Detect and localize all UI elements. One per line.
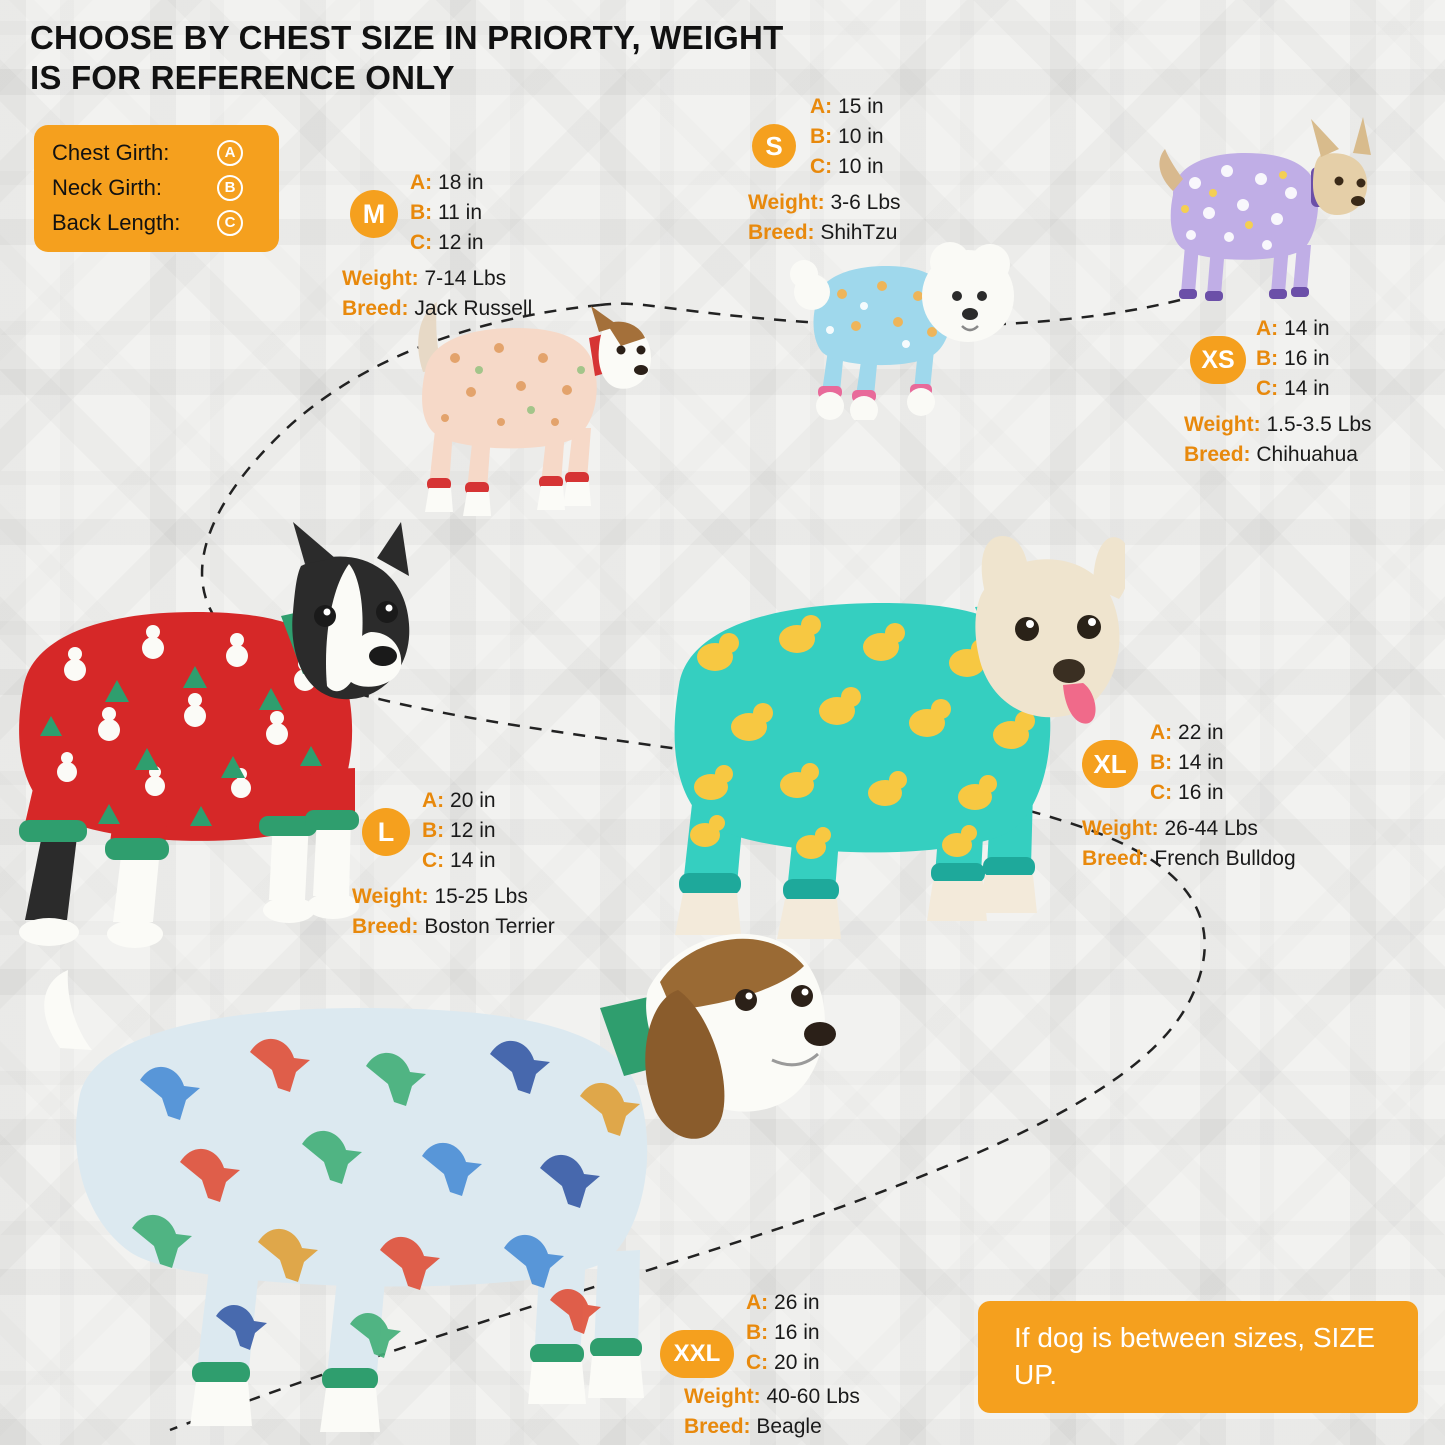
size-xxl-a xyxy=(746,1288,820,1318)
label-breed: Breed: xyxy=(748,221,815,245)
legend-box xyxy=(34,125,279,252)
label-weight: Weight: xyxy=(1082,817,1159,840)
size-up-note-text: If dog is between sizes, SIZE UP. xyxy=(1014,1322,1376,1390)
label-c: C: xyxy=(746,1351,769,1375)
label-b: B: xyxy=(746,1321,769,1345)
value-weight: 7-14 Lbs xyxy=(424,267,507,290)
value-breed: French Bulldog xyxy=(1154,847,1296,871)
value-a: 18 in xyxy=(438,171,484,194)
value-a: 15 in xyxy=(838,95,884,118)
size-m-a xyxy=(410,168,484,198)
value-c: 20 in xyxy=(774,1351,820,1375)
size-xl-c xyxy=(1150,778,1224,808)
size-xs-b xyxy=(1256,344,1330,374)
legend-label-back: Back Length: xyxy=(52,209,181,235)
value-weight: 40-60 Lbs xyxy=(766,1385,860,1408)
shihtzu-dog xyxy=(790,230,1020,420)
label-breed: Breed: xyxy=(342,297,409,321)
label-b: B: xyxy=(410,201,433,225)
french-bulldog-dog xyxy=(645,535,1125,975)
value-weight: 26-44 Lbs xyxy=(1164,817,1258,840)
label-breed: Breed: xyxy=(1184,443,1251,467)
value-breed: ShihTzu xyxy=(820,221,898,245)
label-weight: Weight: xyxy=(684,1385,761,1408)
value-breed: Beagle xyxy=(756,1415,822,1439)
label-breed: Breed: xyxy=(684,1415,751,1439)
label-a: A: xyxy=(422,789,445,812)
size-up-note xyxy=(978,1301,1418,1413)
size-l-c xyxy=(422,846,496,876)
label-weight: Weight: xyxy=(342,267,419,290)
value-breed: Boston Terrier xyxy=(424,915,555,939)
value-weight: 1.5-3.5 Lbs xyxy=(1266,413,1372,436)
size-xs-c xyxy=(1256,374,1330,404)
value-a: 22 in xyxy=(1178,721,1224,744)
value-c: 16 in xyxy=(1178,781,1224,805)
size-s-a xyxy=(810,92,884,122)
size-l-a xyxy=(422,786,496,816)
size-s-c xyxy=(810,152,884,182)
label-c: C: xyxy=(810,155,833,179)
legend-badge-c: C xyxy=(217,210,243,236)
size-xxl-weight xyxy=(684,1382,860,1412)
size-l-weight xyxy=(352,882,555,912)
size-xxl-breed xyxy=(684,1412,860,1442)
label-b: B: xyxy=(422,819,445,843)
value-a: 20 in xyxy=(450,789,496,812)
label-b: B: xyxy=(810,125,833,149)
size-badge-xs: XS xyxy=(1190,336,1246,384)
value-b: 12 in xyxy=(450,819,496,843)
size-s-breed xyxy=(748,218,901,248)
label-c: C: xyxy=(1256,377,1279,401)
value-b: 16 in xyxy=(774,1321,820,1345)
label-breed: Breed: xyxy=(1082,847,1149,871)
value-b: 14 in xyxy=(1178,751,1224,775)
size-badge-xl: XL xyxy=(1082,740,1138,788)
size-m-c xyxy=(410,228,484,258)
label-weight: Weight: xyxy=(352,885,429,908)
value-breed: Jack Russell xyxy=(414,297,533,321)
size-l-b xyxy=(422,816,496,846)
legend-label-chest: Chest Girth: xyxy=(52,139,170,165)
label-b: B: xyxy=(1150,751,1173,775)
legend-badge-b: B xyxy=(217,175,243,201)
size-xl-a xyxy=(1150,718,1224,748)
size-xl-b xyxy=(1150,748,1224,778)
size-xs-weight xyxy=(1184,410,1372,440)
size-xl-weight xyxy=(1082,814,1296,844)
legend-label-neck: Neck Girth: xyxy=(52,174,163,200)
legend-row-back xyxy=(52,205,267,240)
value-weight: 3-6 Lbs xyxy=(830,191,901,214)
label-c: C: xyxy=(1150,781,1173,805)
value-a: 14 in xyxy=(1284,317,1330,340)
value-b: 16 in xyxy=(1284,347,1330,371)
size-m-breed xyxy=(342,294,532,324)
label-a: A: xyxy=(1256,317,1279,340)
size-badge-m: M xyxy=(350,190,398,238)
size-xxl-c xyxy=(746,1348,820,1378)
size-xxl-b xyxy=(746,1318,820,1348)
size-xs-breed xyxy=(1184,440,1372,470)
label-a: A: xyxy=(746,1291,769,1314)
size-badge-l: L xyxy=(362,808,410,856)
legend-row-neck xyxy=(52,170,267,205)
legend-badge-a: A xyxy=(217,140,243,166)
value-c: 14 in xyxy=(450,849,496,873)
label-a: A: xyxy=(1150,721,1173,744)
size-m-b xyxy=(410,198,484,228)
size-xl-breed xyxy=(1082,844,1296,874)
legend-row-chest xyxy=(52,135,267,170)
value-a: 26 in xyxy=(774,1291,820,1314)
size-s-weight xyxy=(748,188,901,218)
page-title: CHOOSE BY CHEST SIZE IN PRIORTY, WEIGHT IS FOR REFERENCE ONLY xyxy=(30,19,784,97)
size-badge-xxl: XXL xyxy=(660,1330,734,1378)
label-weight: Weight: xyxy=(1184,413,1261,436)
size-xs-a xyxy=(1256,314,1330,344)
value-b: 10 in xyxy=(838,125,884,149)
label-b: B: xyxy=(1256,347,1279,371)
size-l-breed xyxy=(352,912,555,942)
value-c: 10 in xyxy=(838,155,884,179)
value-c: 12 in xyxy=(438,231,484,255)
value-breed: Chihuahua xyxy=(1256,443,1358,467)
label-a: A: xyxy=(410,171,433,194)
label-breed: Breed: xyxy=(352,915,419,939)
size-badge-s: S xyxy=(752,124,796,168)
label-c: C: xyxy=(422,849,445,873)
value-c: 14 in xyxy=(1284,377,1330,401)
label-c: C: xyxy=(410,231,433,255)
label-a: A: xyxy=(810,95,833,118)
value-weight: 15-25 Lbs xyxy=(434,885,528,908)
size-m-weight xyxy=(342,264,532,294)
chihuahua-dog xyxy=(1125,105,1375,310)
value-b: 11 in xyxy=(438,201,482,225)
label-weight: Weight: xyxy=(748,191,825,214)
size-s-b xyxy=(810,122,884,152)
